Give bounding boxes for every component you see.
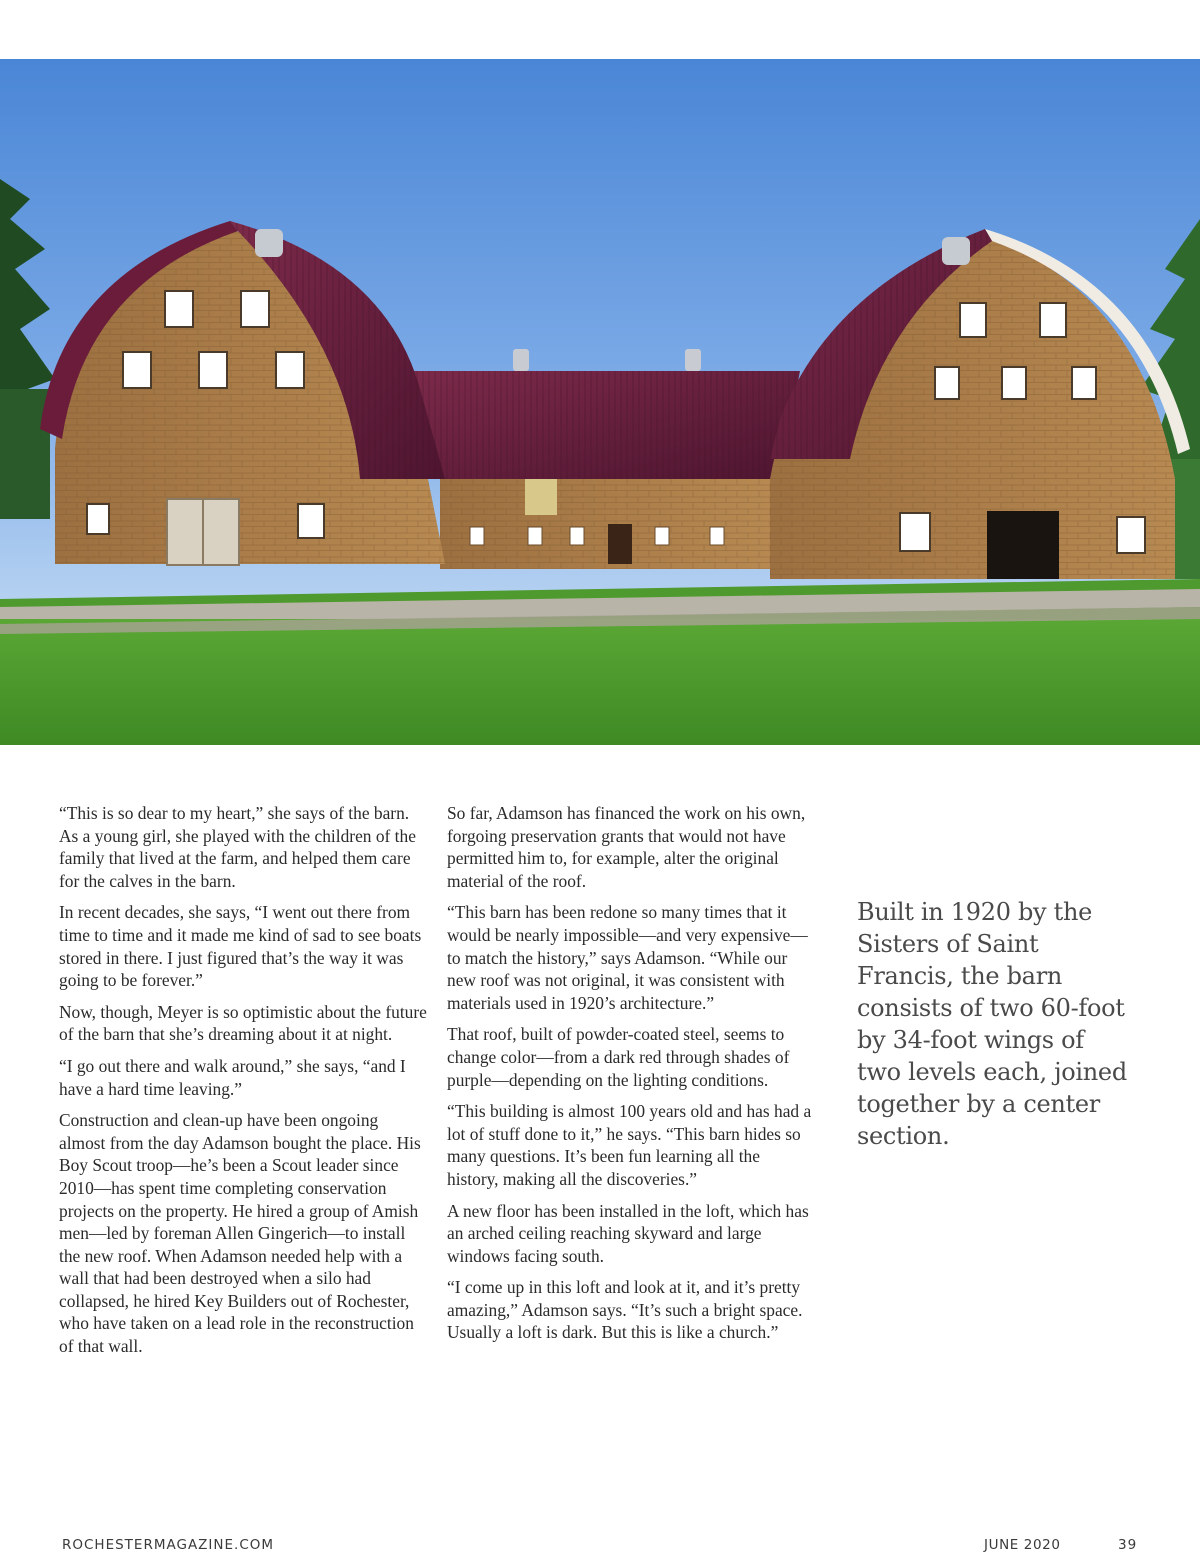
paragraph: That roof, built of powder-coated steel, seems to change color—from a dark red through shades of purple—depending on the lighting conditions. <box>447 1024 790 1090</box>
paragraph: In recent decades, she says, “I went out there from time to time and it made me kind of sad to see boats stored in there. I just figured that’s the way it was going to be forever.” <box>59 902 422 991</box>
pull-quote: Built in 1920 by the Sisters of Saint Francis, the barn consists of two 60-foot by 34-foot wings of two levels each, joined together by a center section. <box>857 898 1127 1150</box>
footer-date: JUNE 2020 <box>984 1537 1061 1553</box>
paragraph: “This is so dear to my heart,” she says of the barn. As a young girl, she played with the children of the family that lived at the farm, and helped them care for the calves in the barn. <box>59 803 416 891</box>
paragraph: Construction and clean-up have been ongoing almost from the day Adamson bought the place. His Boy Scout troop—he’s been a Scout leader since 2010—has spent time completing conservation projects on the property. He hired a group of Amish men—led by foreman Allen Gingerich—to install the new roof. When Adamson needed help with a wall that had been destroyed when a silo had collapsed, he hired Key Builders out of Rochester, who have taken on a lead role in the reconstruction of that wall. <box>59 1110 421 1357</box>
article-column-2 <box>447 802 813 1353</box>
paragraph: So far, Adamson has financed the work on his own, forgoing preservation grants that would not have permitted him to, for example, alter the original material of the roof. <box>447 803 806 891</box>
paragraph: “I go out there and walk around,” she says, “and I have a hard time leaving.” <box>59 1055 406 1099</box>
barn-photo <box>0 59 1200 745</box>
article-column-1 <box>59 802 427 1367</box>
barn-center <box>405 349 800 569</box>
paragraph: “I come up in this loft and look at it, and it’s pretty amazing,” Adamson says. “It’s such a bright space. Usually a loft is dark. But this is like a church.” <box>447 1277 803 1343</box>
paragraph: “This barn has been redone so many times that it would be nearly impossible—and very expensive—to match the history,” says Adamson. “While our new roof was not original, it was consistent with materials used in 1920’s architecture.” <box>447 902 808 1013</box>
page-number: 39 <box>1118 1537 1138 1553</box>
paragraph: Now, though, Meyer is so optimistic about the future of the barn that she’s dreaming about it at night. <box>59 1001 427 1045</box>
paragraph: A new floor has been installed in the loft, which has an arched ceiling reaching skyward and large windows facing south. <box>447 1200 809 1266</box>
footer-site: ROCHESTERMAGAZINE.COM <box>62 1537 275 1553</box>
paragraph: “This building is almost 100 years old and has had a lot of stuff done to it,” he says. “This barn hides so many questions. It’s been fun learning all the history, making all the discoveries.” <box>447 1101 812 1189</box>
